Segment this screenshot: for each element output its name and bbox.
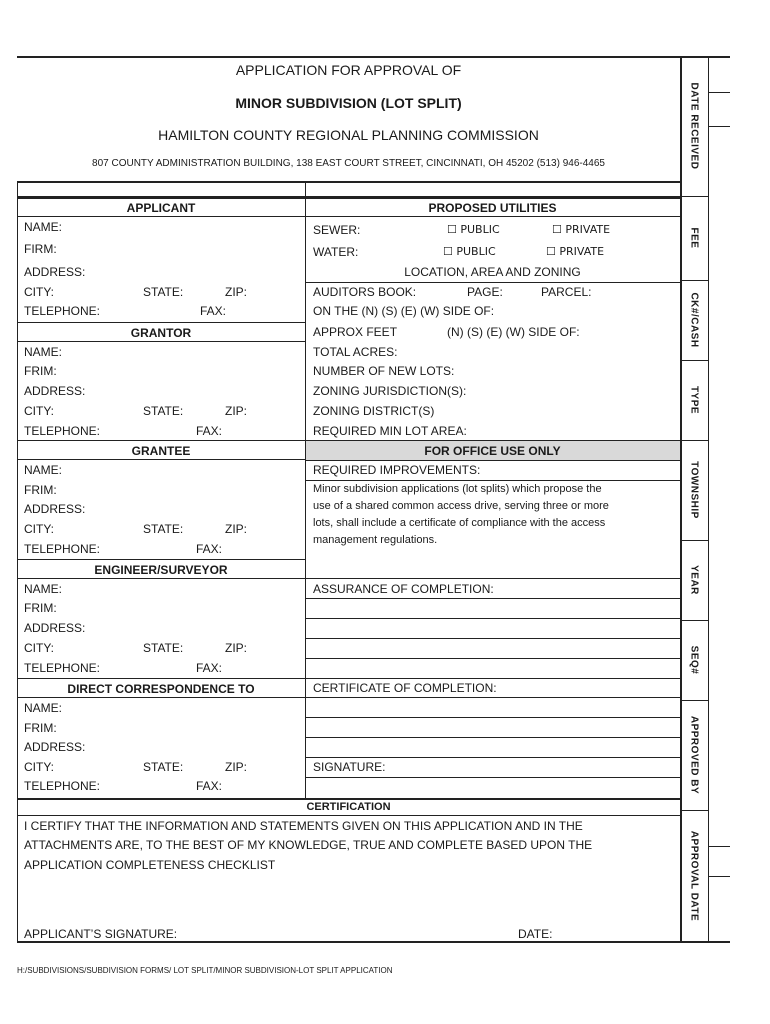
certification-heading: CERTIFICATION <box>306 801 391 813</box>
engineer-heading: ENGINEER/SURVEYOR <box>94 563 228 577</box>
right-row-line <box>305 618 680 619</box>
applicant-address-field[interactable]: ADDRESS: <box>24 265 86 279</box>
auditors-book-field[interactable]: AUDITORS BOOK: <box>313 285 417 299</box>
sidebar-sep <box>680 280 709 281</box>
applicant-heading-bottom <box>17 216 305 217</box>
engineer-state-field[interactable]: STATE: <box>143 641 184 655</box>
utilities-heading-bottom <box>305 216 680 217</box>
engineer-firm-field[interactable]: FRIM: <box>24 601 57 615</box>
commission-address: 807 COUNTY ADMINISTRATION BUILDING, 138 EAST COURT STREET, CINCINNATI, OH 45202 (513) 946-4465 <box>92 158 605 169</box>
applicant-signature-field[interactable]: APPLICANT’S SIGNATURE: <box>24 927 178 941</box>
assurance-of-completion-field[interactable]: ASSURANCE OF COMPLETION: <box>313 582 494 596</box>
certification-text-line3: APPLICATION COMPLETENESS CHECKLIST <box>24 858 276 872</box>
office-use-heading-top <box>305 440 680 441</box>
grantee-address-field[interactable]: ADDRESS: <box>24 502 86 516</box>
applicant-state-field[interactable]: STATE: <box>143 285 184 299</box>
sidebar-sep <box>680 440 709 441</box>
margin-stub <box>708 846 730 847</box>
direct-state-field[interactable]: STATE: <box>143 760 184 774</box>
grantee-heading-top <box>17 440 305 441</box>
sidebar-sep <box>680 620 709 621</box>
applicant-heading: APPLICANT <box>126 201 196 215</box>
applicant-name-field[interactable]: NAME: <box>24 220 63 234</box>
total-acres-field[interactable]: TOTAL ACRES: <box>313 345 398 359</box>
water-private-checkbox[interactable]: ☐ PRIVATE <box>546 245 605 258</box>
grantee-name-field[interactable]: NAME: <box>24 463 63 477</box>
grantee-heading: GRANTEE <box>131 444 191 458</box>
sewer-label: SEWER: <box>313 223 361 237</box>
grantor-state-field[interactable]: STATE: <box>143 404 184 418</box>
sidebar-sep <box>680 700 709 701</box>
sewer-public-checkbox[interactable]: ☐ PUBLIC <box>447 223 500 236</box>
grantor-address-field[interactable]: ADDRESS: <box>24 384 86 398</box>
direct-firm-field[interactable]: FRIM: <box>24 721 57 735</box>
engineer-zip-field[interactable]: ZIP: <box>225 641 248 655</box>
engineer-fax-field[interactable]: FAX: <box>196 661 223 675</box>
right-row-line <box>305 717 680 718</box>
engineer-address-field[interactable]: ADDRESS: <box>24 621 86 635</box>
water-label: WATER: <box>313 245 359 259</box>
margin-stub <box>708 126 730 127</box>
access-drive-note <box>313 481 673 549</box>
side-label-township: TOWNSHIP <box>688 461 700 519</box>
left-edge <box>17 182 18 942</box>
top-border <box>17 56 730 58</box>
zoning-district-field[interactable]: ZONING DISTRICT(S) <box>313 404 435 418</box>
grantee-fax-field[interactable]: FAX: <box>196 542 223 556</box>
sidebar-sep <box>680 196 709 197</box>
certification-heading-bottom <box>17 815 680 816</box>
form-bottom-border <box>17 941 730 943</box>
engineer-heading-top <box>17 559 305 560</box>
direct-city-field[interactable]: CITY: <box>24 760 55 774</box>
direct-heading-top <box>17 678 305 679</box>
page-field[interactable]: PAGE: <box>467 285 503 299</box>
signature-field[interactable]: SIGNATURE: <box>313 760 386 774</box>
grantor-name-field[interactable]: NAME: <box>24 345 63 359</box>
side-label-year: YEAR <box>688 565 700 595</box>
utilities-heading-top <box>305 197 680 199</box>
location-heading-bottom <box>305 282 680 283</box>
access-drive-note-line: management regulations. <box>313 534 438 546</box>
office-use-heading: FOR OFFICE USE ONLY <box>424 444 561 458</box>
zoning-jurisdiction-field[interactable]: ZONING JURISDICTION(S): <box>313 384 467 398</box>
water-public-checkbox[interactable]: ☐ PUBLIC <box>443 245 496 258</box>
side-label-approved-by: APPROVED BY <box>688 715 700 795</box>
direct-name-field[interactable]: NAME: <box>24 701 63 715</box>
grantor-heading: GRANTOR <box>130 326 192 340</box>
office-use-heading-bottom <box>305 460 680 461</box>
sidebar-sep <box>680 810 709 811</box>
grantor-city-field[interactable]: CITY: <box>24 404 55 418</box>
right-row-line <box>305 777 680 778</box>
side-label-date-received: DATE RECEIVED <box>688 82 700 170</box>
access-drive-note-line: use of a shared common access drive, serving three or more <box>313 500 609 512</box>
certification-text-line2: ATTACHMENTS ARE, TO THE BEST OF MY KNOWLEDGE, TRUE AND COMPLETE BASED UPON THE <box>24 838 593 852</box>
side-label-fee: FEE <box>688 227 700 249</box>
date-field[interactable]: DATE: <box>518 927 553 941</box>
grantee-telephone-field[interactable]: TELEPHONE: <box>24 542 101 556</box>
direct-fax-field[interactable]: FAX: <box>196 779 223 793</box>
new-lots-field[interactable]: NUMBER OF NEW LOTS: <box>313 364 455 378</box>
engineer-telephone-field[interactable]: TELEPHONE: <box>24 661 101 675</box>
footer-file-path: H:/SUBDIVISIONS/SUBDIVISION FORMS/ LOT SPLIT/MINOR SUBDIVISION-LOT SPLIT APPLICATION <box>17 966 393 975</box>
applicant-heading-top <box>17 197 305 199</box>
right-row-line <box>305 737 680 738</box>
access-drive-note-line: Minor subdivision applications (lot splits) which propose the <box>313 483 602 495</box>
grantee-city-field[interactable]: CITY: <box>24 522 55 536</box>
applicant-telephone-field[interactable]: TELEPHONE: <box>24 304 101 318</box>
applicant-city-field[interactable]: CITY: <box>24 285 55 299</box>
side-label-type: TYPE <box>688 385 700 415</box>
approx-side-of-field[interactable]: (N) (S) (E) (W) SIDE OF: <box>447 325 580 339</box>
right-row-line <box>305 757 680 758</box>
required-improvements-label: REQUIRED IMPROVEMENTS: <box>313 463 481 477</box>
applicant-fax-field[interactable]: FAX: <box>200 304 227 318</box>
sewer-private-checkbox[interactable]: ☐ PRIVATE <box>552 223 611 236</box>
grantee-zip-field[interactable]: ZIP: <box>225 522 248 536</box>
on-the-side-of-field[interactable]: ON THE (N) (S) (E) (W) SIDE OF: <box>313 304 495 318</box>
direct-telephone-field[interactable]: TELEPHONE: <box>24 779 101 793</box>
direct-heading-bottom <box>17 697 305 698</box>
engineer-city-field[interactable]: CITY: <box>24 641 55 655</box>
grantee-heading-bottom <box>17 459 305 460</box>
applicant-zip-field[interactable]: ZIP: <box>225 285 248 299</box>
access-drive-note-line: lots, shall include a certificate of compliance with the access <box>313 517 606 529</box>
grantor-telephone-field[interactable]: TELEPHONE: <box>24 424 101 438</box>
grantor-firm-field[interactable]: FRIM: <box>24 364 57 378</box>
margin-stub <box>708 876 730 877</box>
assurance-top <box>305 578 680 579</box>
right-row-line <box>305 598 680 599</box>
engineer-name-field[interactable]: NAME: <box>24 582 63 596</box>
header-bottom-border <box>17 181 680 183</box>
utilities-heading: PROPOSED UTILITIES <box>428 201 557 215</box>
grantor-heading-top <box>17 322 305 323</box>
direct-correspondence-heading: DIRECT CORRESPONDENCE TO <box>67 682 255 696</box>
side-label-seq: SEQ# <box>688 645 700 675</box>
certification-text-line1: I CERTIFY THAT THE INFORMATION AND STATEMENTS GIVEN ON THIS APPLICATION AND IN THE <box>24 819 583 833</box>
min-lot-area-field[interactable]: REQUIRED MIN LOT AREA: <box>313 424 467 438</box>
commission-name: HAMILTON COUNTY REGIONAL PLANNING COMMISSION <box>158 127 539 143</box>
approx-feet-field[interactable]: APPROX FEET <box>313 325 398 339</box>
right-row-line <box>305 658 680 659</box>
grantor-zip-field[interactable]: ZIP: <box>225 404 248 418</box>
side-label-ck-cash: CK#/CASH <box>688 292 700 348</box>
right-row-line <box>305 678 680 679</box>
sidebar-sep <box>680 360 709 361</box>
direct-address-field[interactable]: ADDRESS: <box>24 740 86 754</box>
form-title-line1: APPLICATION FOR APPROVAL OF <box>235 62 462 78</box>
grantee-firm-field[interactable]: FRIM: <box>24 483 57 497</box>
right-row-line <box>305 638 680 639</box>
right-row-line <box>305 697 680 698</box>
sidebar-sep <box>680 540 709 541</box>
engineer-heading-bottom <box>17 578 305 579</box>
certificate-of-completion-field[interactable]: CERTIFICATE OF COMPLETION: <box>313 681 497 695</box>
grantor-fax-field[interactable]: FAX: <box>196 424 223 438</box>
side-label-approval-date: APPROVAL DATE <box>688 830 700 922</box>
location-heading: LOCATION, AREA AND ZONING <box>404 265 581 279</box>
grantee-state-field[interactable]: STATE: <box>143 522 184 536</box>
direct-zip-field[interactable]: ZIP: <box>225 760 248 774</box>
applicant-firm-field[interactable]: FIRM: <box>24 242 57 256</box>
margin-stub <box>708 92 730 93</box>
form-title-line2: MINOR SUBDIVISION (LOT SPLIT) <box>235 95 462 111</box>
grantor-heading-bottom <box>17 341 305 342</box>
parcel-field[interactable]: PARCEL: <box>541 285 592 299</box>
